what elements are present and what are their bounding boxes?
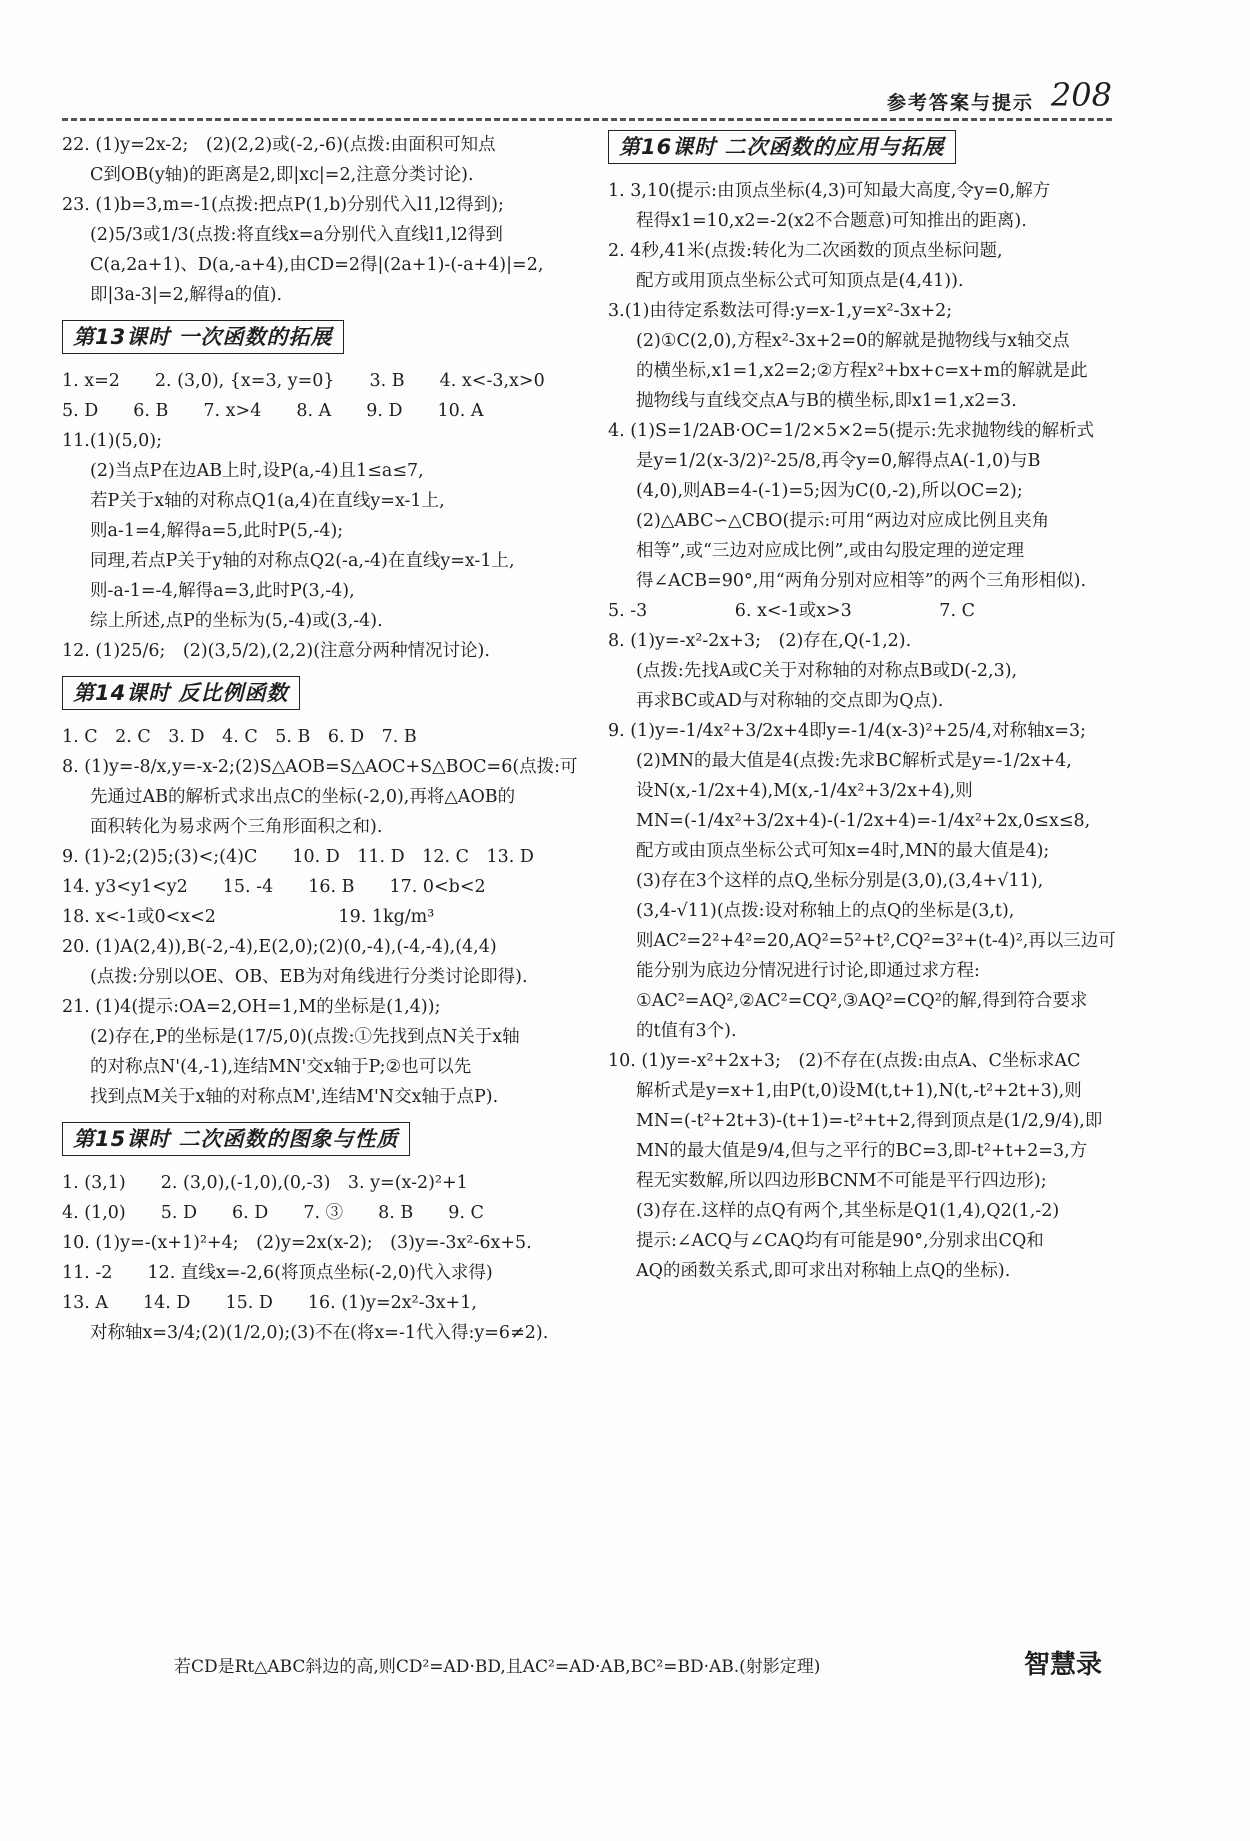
answer-line: (点拨:先找A或C关于对称轴的对称点B或D(-2,3), xyxy=(636,661,1018,681)
answer-line: 9. (1)y=-1/4x²+3/2x+4即y=-1/4(x-3)²+25/4,对称轴x=3; xyxy=(608,721,1087,741)
answer-line: (3)存在3个这样的点Q,坐标分别是(3,0),(3,4+√11), xyxy=(636,871,1044,891)
answer-line: 23. (1)b=3,m=-1(点拨:把点P(1,b)分别代入l1,l2得到); xyxy=(62,195,504,215)
answer-line: 2. 4秒,41米(点拨:转化为二次函数的顶点坐标问题, xyxy=(608,241,1003,261)
answer-line: 设N(x,-1/2x+4),M(x,-1/4x²+3/2x+4),则 xyxy=(636,781,973,801)
answer-line: AQ的函数关系式,即可求出对称轴上点Q的坐标). xyxy=(636,1261,1011,1281)
answer-line: MN的最大值是9/4,但与之平行的BC=3,即-t²+t+2=3,方 xyxy=(636,1141,1088,1161)
answer-line: MN=(-1/4x²+3/2x+4)-(-1/2x+4)=-1/4x²+2x,0≤x≤8, xyxy=(636,811,1091,831)
answer-line: 能分别为底边分情况进行讨论,即通过求方程: xyxy=(636,961,980,981)
answer-line: 面积转化为易求两个三角形面积之和). xyxy=(90,817,383,837)
answer-line: 5. D 6. B 7. x>4 8. A 9. D 10. A xyxy=(62,401,484,421)
answer-line: 提示:∠ACQ与∠CAQ均有可能是90°,分别求出CQ和 xyxy=(636,1231,1044,1251)
answer-line: 21. (1)4(提示:OA=2,OH=1,M的坐标是(1,4)); xyxy=(62,997,441,1017)
answer-line: (3,4-√11)(点拨:设对称轴上的点Q的坐标是(3,t), xyxy=(636,901,1015,921)
answer-line: 10. (1)y=-x²+2x+3; (2)不存在(点拨:由点A、C坐标求AC xyxy=(608,1051,1081,1071)
answer-line: 则-a-1=-4,解得a=3,此时P(3,-4), xyxy=(90,581,355,601)
answer-line: 先通过AB的解析式求出点C的坐标(-2,0),再将△AOB的 xyxy=(90,787,516,807)
answer-line: MN=(-t²+2t+3)-(t+1)=-t²+t+2,得到顶点是(1/2,9/4),即 xyxy=(636,1111,1103,1131)
answer-line: C(a,2a+1)、D(a,-a+4),由CD=2得|(2a+1)-(-a+4)|=2, xyxy=(90,255,544,275)
answer-line: (4,0),则AB=4-(-1)=5;因为C(0,-2),所以OC=2); xyxy=(636,481,1023,501)
answer-line: 对称轴x=3/4;(2)(1/2,0);(3)不在(将x=-1代入得:y=6≠2). xyxy=(90,1323,549,1343)
answer-line: 配方或用顶点坐标公式可知顶点是(4,41)). xyxy=(636,271,964,291)
right-column xyxy=(608,130,1116,1286)
answer-line: 1. 3,10(提示:由顶点坐标(4,3)可知最大高度,令y=0,解方 xyxy=(608,181,1051,201)
answer-line: 14. y3<y1<y2 15. -4 16. B 17. 0<b<2 xyxy=(62,877,486,897)
answer-line: 1. (3,1) 2. (3,0),(-1,0),(0,-3) 3. y=(x-2)²+1 xyxy=(62,1173,468,1193)
answer-line: C到OB(y轴)的距离是2,即|xc|=2,注意分类讨论). xyxy=(90,165,474,185)
footer-brand: 智慧录 xyxy=(1023,1650,1102,1680)
answer-line: 20. (1)A(2,4)),B(-2,-4),E(2,0);(2)(0,-4),(-4,-4),(4,4) xyxy=(62,937,497,957)
answer-line: 配方或由顶点坐标公式可知x=4时,MN的最大值是4); xyxy=(636,841,1050,861)
answer-line: 找到点M关于x轴的对称点M',连结M'N交x轴于点P). xyxy=(90,1087,499,1107)
answer-line: (点拨:分别以OE、OB、EB为对角线进行分类讨论即得). xyxy=(90,967,528,987)
answer-line: 则AC²=2²+4²=20,AQ²=5²+t²,CQ²=3²+(t-4)²,再以三边可 xyxy=(636,931,1116,951)
answer-line: 同理,若点P关于y轴的对称点Q2(-a,-4)在直线y=x-1上, xyxy=(90,551,515,571)
section-heading-13: 第13课时 一次函数的拓展 xyxy=(62,320,344,354)
answer-line: 12. (1)25/6; (2)(3,5/2),(2,2)(注意分两种情况讨论). xyxy=(62,641,490,661)
answer-line: 再求BC或AD与对称轴的交点即为Q点). xyxy=(636,691,944,711)
answer-line: 5. -3 6. x<-1或x>3 7. C xyxy=(608,601,975,621)
answer-line: 的t值有3个). xyxy=(636,1021,737,1041)
answer-line: 11. -2 12. 直线x=-2,6(将顶点坐标(-2,0)代入求得) xyxy=(62,1263,493,1283)
answer-line: 22. (1)y=2x-2; (2)(2,2)或(-2,-6)(点拨:由面积可知点 xyxy=(62,135,496,155)
answer-line: 8. (1)y=-x²-2x+3; (2)存在,Q(-1,2). xyxy=(608,631,912,651)
answer-line: 10. (1)y=-(x+1)²+4; (2)y=2x(x-2); (3)y=-3x²-6x+5. xyxy=(62,1233,532,1253)
answer-line: 4. (1)S=1/2AB·OC=1/2×5×2=5(提示:先求抛物线的解析式 xyxy=(608,421,1095,441)
answer-line: 11.(1)(5,0); xyxy=(62,431,163,451)
section-heading-14: 第14课时 反比例函数 xyxy=(62,676,300,710)
answer-line: 相等”,或“三边对应成比例”,或由勾股定理的逆定理 xyxy=(636,541,1024,561)
header-title: 参考答案与提示 xyxy=(886,92,1034,114)
answer-line: (2)△ABC∽△CBO(提示:可用“两边对应成比例且夹角 xyxy=(636,511,1050,531)
answer-line: (3)存在.这样的点Q有两个,其坐标是Q1(1,4),Q2(1,-2) xyxy=(636,1201,1060,1221)
page-number: 208 xyxy=(1050,76,1112,114)
answer-line: 8. (1)y=-8/x,y=-x-2;(2)S△AOB=S△AOC+S△BOC=6(点拨:可 xyxy=(62,757,578,777)
answer-line: (2)①C(2,0),方程x²-3x+2=0的解就是抛物线与x轴交点 xyxy=(636,331,1070,351)
section-heading-16: 第16课时 二次函数的应用与拓展 xyxy=(608,130,956,164)
left-column xyxy=(62,130,577,1348)
answer-line: 是y=1/2(x-3/2)²-25/8,再令y=0,解得点A(-1,0)与B xyxy=(636,451,1041,471)
answer-line: 1. C 2. C 3. D 4. C 5. B 6. D 7. B xyxy=(62,727,417,747)
section-heading-15: 第15课时 二次函数的图象与性质 xyxy=(62,1122,410,1156)
answer-line: 若P关于x轴的对称点Q1(a,4)在直线y=x-1上, xyxy=(90,491,445,511)
answer-line: 得∠ACB=90°,用“两角分别对应相等”的两个三角形相似). xyxy=(636,571,1087,591)
answer-line: 综上所述,点P的坐标为(5,-4)或(3,-4). xyxy=(90,611,383,631)
answer-line: 4. (1,0) 5. D 6. D 7. ③ 8. B 9. C xyxy=(62,1203,484,1223)
answer-line: (2)5/3或1/3(点拨:将直线x=a分别代入直线l1,l2得到 xyxy=(90,225,503,245)
answer-line: (2)当点P在边AB上时,设P(a,-4)且1≤a≤7, xyxy=(90,461,424,481)
answer-line: 即|3a-3|=2,解得a的值). xyxy=(90,285,283,305)
answer-line: 18. x<-1或0<x<2 19. 1kg/m³ xyxy=(62,907,435,927)
answer-line: 的横坐标,x1=1,x2=2;②方程x²+bx+c=x+m的解就是此 xyxy=(636,361,1088,381)
answer-line: 的对称点N'(4,-1),连结MN'交x轴于P;②也可以先 xyxy=(90,1057,472,1077)
answer-line: 解析式是y=x+1,由P(t,0)设M(t,t+1),N(t,-t²+2t+3),则 xyxy=(636,1081,1082,1101)
answer-line: (2)存在,P的坐标是(17/5,0)(点拨:①先找到点N关于x轴 xyxy=(90,1027,520,1047)
answer-line: (2)MN的最大值是4(点拨:先求BC解析式是y=-1/2x+4, xyxy=(636,751,1072,771)
footer-tip: 若CD是Rt△ABC斜边的高,则CD²=AD·BD,且AC²=AD·AB,BC²=BD·AB.(射影定理) xyxy=(174,1657,821,1677)
answer-line: 3.(1)由待定系数法可得:y=x-1,y=x²-3x+2; xyxy=(608,301,953,321)
answer-line: 程得x1=10,x2=-2(x2不合题意)可知推出的距离). xyxy=(636,211,1027,231)
answer-line: 程无实数解,所以四边形BCNM不可能是平行四边形); xyxy=(636,1171,1047,1191)
answer-line: 9. (1)-2;(2)5;(3)<;(4)C 10. D 11. D 12. C 13. D xyxy=(62,847,534,867)
answer-line: 1. x=2 2. (3,0), {x=3, y=0} 3. B 4. x<-3,x>0 xyxy=(62,371,545,391)
answer-line: 13. A 14. D 15. D 16. (1)y=2x²-3x+1, xyxy=(62,1293,477,1313)
answer-line: 则a-1=4,解得a=5,此时P(5,-4); xyxy=(90,521,344,541)
page-header xyxy=(62,78,1112,121)
answer-line: 抛物线与直线交点A与B的横坐标,即x1=1,x2=3. xyxy=(636,391,1017,411)
page-footer xyxy=(62,1640,1112,1690)
answer-line: ①AC²=AQ²,②AC²=CQ²,③AQ²=CQ²的解,得到符合要求 xyxy=(636,991,1088,1011)
